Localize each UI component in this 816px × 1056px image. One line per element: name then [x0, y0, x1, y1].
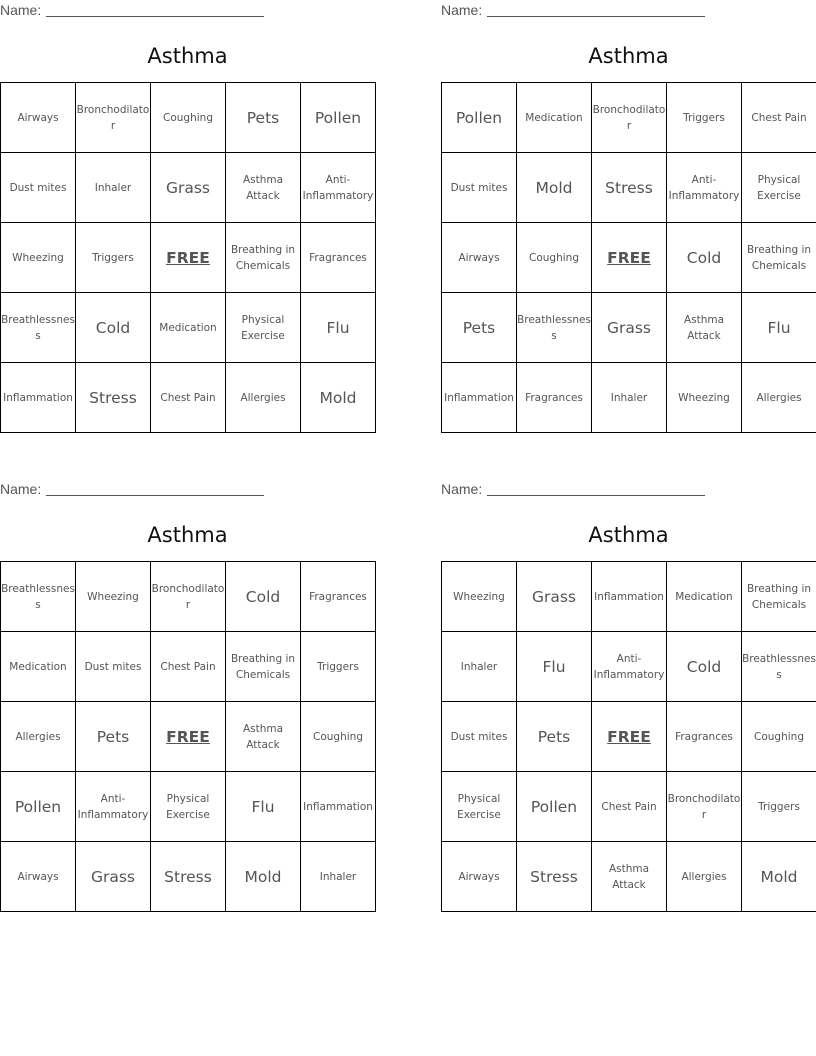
grid-row	[442, 83, 816, 153]
bingo-cell[interactable]: Airways	[442, 842, 517, 912]
grid-row	[1, 83, 376, 153]
bingo-cell[interactable]: Asthma Attack	[226, 702, 301, 772]
bingo-cell[interactable]: Asthma Attack	[592, 842, 667, 912]
bingo-cell[interactable]: Pollen	[442, 83, 517, 153]
bingo-cell[interactable]: Cold	[667, 632, 742, 702]
bingo-cell[interactable]: Cold	[226, 562, 301, 632]
grid-row	[442, 772, 816, 842]
bingo-cell[interactable]: Inflammation	[592, 562, 667, 632]
bingo-card-3	[0, 479, 376, 919]
bingo-cell[interactable]: Physical Exercise	[742, 153, 816, 223]
bingo-cell[interactable]: Bronchodilator	[592, 83, 667, 153]
bingo-cell[interactable]: Flu	[517, 632, 592, 702]
grid-row	[1, 842, 376, 912]
bingo-cell[interactable]: Mold	[301, 363, 376, 433]
bingo-grid	[441, 561, 816, 912]
grid-row	[442, 702, 816, 772]
bingo-grid	[441, 82, 816, 433]
bingo-cell[interactable]: Pets	[442, 293, 517, 363]
bingo-cell[interactable]: Inflammation	[442, 363, 517, 433]
grid-row	[442, 363, 816, 433]
bingo-cell[interactable]: Wheezing	[667, 363, 742, 433]
card-title: Asthma	[588, 44, 669, 68]
bingo-cell[interactable]: Stress	[517, 842, 592, 912]
bingo-cell[interactable]: Grass	[592, 293, 667, 363]
free-space[interactable]: FREE	[151, 223, 226, 293]
bingo-cell[interactable]: Allergies	[667, 842, 742, 912]
bingo-cell[interactable]: Airways	[442, 223, 517, 293]
bingo-cell[interactable]: Pollen	[1, 772, 76, 842]
grid-row	[1, 562, 376, 632]
bingo-cell[interactable]: Wheezing	[1, 223, 76, 293]
card-title: Asthma	[588, 523, 669, 547]
bingo-cell[interactable]: Breathing in Chemicals	[742, 223, 816, 293]
bingo-cell[interactable]: Breathing in Chemicals	[742, 562, 816, 632]
name-field[interactable]	[487, 16, 705, 17]
bingo-cell[interactable]: Physical Exercise	[442, 772, 517, 842]
bingo-cell[interactable]: Anti-Inflammatory	[301, 153, 376, 223]
bingo-cell[interactable]: Breathlessness	[742, 632, 816, 702]
grid-row	[442, 562, 816, 632]
bingo-cell[interactable]: Flu	[226, 772, 301, 842]
bingo-cell[interactable]: Chest Pain	[742, 83, 816, 153]
bingo-cell[interactable]: Cold	[76, 293, 151, 363]
grid-row	[1, 223, 376, 293]
bingo-cell[interactable]: Anti-Inflammatory	[76, 772, 151, 842]
bingo-cell[interactable]: Chest Pain	[151, 632, 226, 702]
bingo-cell[interactable]: Fragrances	[667, 702, 742, 772]
bingo-cell[interactable]: Medication	[517, 83, 592, 153]
bingo-cell[interactable]: Physical Exercise	[151, 772, 226, 842]
bingo-cell[interactable]: Coughing	[517, 223, 592, 293]
bingo-cell[interactable]: Mold	[517, 153, 592, 223]
bingo-cell[interactable]: Stress	[592, 153, 667, 223]
free-space[interactable]: FREE	[151, 702, 226, 772]
bingo-cell[interactable]: Asthma Attack	[667, 293, 742, 363]
grid-row	[1, 632, 376, 702]
bingo-cell[interactable]: Anti-Inflammatory	[667, 153, 742, 223]
bingo-grid	[0, 561, 376, 912]
bingo-cell[interactable]: Triggers	[667, 83, 742, 153]
grid-row	[1, 153, 376, 223]
bingo-cell[interactable]: Coughing	[301, 702, 376, 772]
grid-row	[442, 153, 816, 223]
bingo-cell[interactable]: Asthma Attack	[226, 153, 301, 223]
name-field[interactable]	[487, 495, 705, 496]
bingo-cell[interactable]: Wheezing	[442, 562, 517, 632]
bingo-cell[interactable]: Triggers	[742, 772, 816, 842]
bingo-cell[interactable]: Breathing in Chemicals	[226, 632, 301, 702]
bingo-cell[interactable]: Breathlessness	[517, 293, 592, 363]
grid-row	[1, 363, 376, 433]
card-title: Asthma	[147, 523, 228, 547]
bingo-cell[interactable]: Stress	[76, 363, 151, 433]
bingo-cell[interactable]: Dust mites	[76, 632, 151, 702]
bingo-cell[interactable]: Wheezing	[76, 562, 151, 632]
bingo-cell[interactable]: Fragrances	[301, 223, 376, 293]
bingo-grid	[0, 82, 376, 433]
name-field[interactable]	[46, 16, 264, 17]
bingo-cell[interactable]: Physical Exercise	[226, 293, 301, 363]
grid-row	[1, 772, 376, 842]
bingo-cell[interactable]: Inhaler	[592, 363, 667, 433]
bingo-cell[interactable]: Inflammation	[1, 363, 76, 433]
name-label: Name:	[441, 481, 483, 497]
bingo-cell[interactable]: Breathing in Chemicals	[226, 223, 301, 293]
bingo-cell[interactable]: Bronchodilator	[667, 772, 742, 842]
bingo-cell[interactable]: Coughing	[151, 83, 226, 153]
grid-row	[1, 293, 376, 363]
bingo-cell[interactable]: Chest Pain	[151, 363, 226, 433]
bingo-cell[interactable]: Fragrances	[301, 562, 376, 632]
name-label: Name:	[0, 481, 42, 497]
name-field[interactable]	[46, 495, 264, 496]
bingo-cell[interactable]: Allergies	[1, 702, 76, 772]
bingo-cell[interactable]: Inhaler	[76, 153, 151, 223]
bingo-cell[interactable]: Pets	[226, 83, 301, 153]
bingo-cell[interactable]: Bronchodilator	[151, 562, 226, 632]
bingo-cell[interactable]: Pollen	[301, 83, 376, 153]
bingo-cell[interactable]: Medication	[667, 562, 742, 632]
bingo-cell[interactable]: Mold	[226, 842, 301, 912]
bingo-card-4	[441, 479, 816, 919]
grid-row	[442, 842, 816, 912]
bingo-cell[interactable]: Inhaler	[442, 632, 517, 702]
bingo-cell[interactable]: Stress	[151, 842, 226, 912]
free-space[interactable]: FREE	[592, 223, 667, 293]
bingo-card-1	[0, 0, 376, 440]
bingo-cell[interactable]: Breathlessness	[1, 293, 76, 363]
bingo-cell[interactable]: Bronchodilator	[76, 83, 151, 153]
bingo-cell[interactable]: Dust mites	[442, 153, 517, 223]
bingo-cell[interactable]: Fragrances	[517, 363, 592, 433]
free-space[interactable]: FREE	[592, 702, 667, 772]
bingo-cell[interactable]: Cold	[667, 223, 742, 293]
bingo-cell[interactable]: Coughing	[742, 702, 816, 772]
bingo-cell[interactable]: Pets	[76, 702, 151, 772]
name-label: Name:	[441, 2, 483, 18]
bingo-cell[interactable]: Breathlessness	[1, 562, 76, 632]
bingo-cell[interactable]: Medication	[1, 632, 76, 702]
grid-row	[1, 702, 376, 772]
bingo-cell[interactable]: Grass	[517, 562, 592, 632]
bingo-card-2	[441, 0, 816, 440]
bingo-cell[interactable]: Flu	[301, 293, 376, 363]
bingo-cell[interactable]: Inflammation	[301, 772, 376, 842]
bingo-cell[interactable]: Inhaler	[301, 842, 376, 912]
bingo-cell[interactable]: Triggers	[76, 223, 151, 293]
bingo-cell[interactable]: Anti-Inflammatory	[592, 632, 667, 702]
bingo-cell[interactable]: Flu	[742, 293, 816, 363]
bingo-cell[interactable]: Medication	[151, 293, 226, 363]
grid-row	[442, 632, 816, 702]
bingo-cell[interactable]: Allergies	[226, 363, 301, 433]
bingo-cell[interactable]: Dust mites	[442, 702, 517, 772]
bingo-cell[interactable]: Airways	[1, 83, 76, 153]
bingo-cell[interactable]: Triggers	[301, 632, 376, 702]
bingo-cell[interactable]: Airways	[1, 842, 76, 912]
bingo-cell[interactable]: Dust mites	[1, 153, 76, 223]
bingo-cell[interactable]: Chest Pain	[592, 772, 667, 842]
bingo-cell[interactable]: Grass	[76, 842, 151, 912]
bingo-cell[interactable]: Pets	[517, 702, 592, 772]
bingo-cell[interactable]: Allergies	[742, 363, 816, 433]
card-title: Asthma	[147, 44, 228, 68]
bingo-cell[interactable]: Mold	[742, 842, 816, 912]
bingo-cell[interactable]: Grass	[151, 153, 226, 223]
bingo-cell[interactable]: Pollen	[517, 772, 592, 842]
grid-row	[442, 293, 816, 363]
name-label: Name:	[0, 2, 42, 18]
grid-row	[442, 223, 816, 293]
